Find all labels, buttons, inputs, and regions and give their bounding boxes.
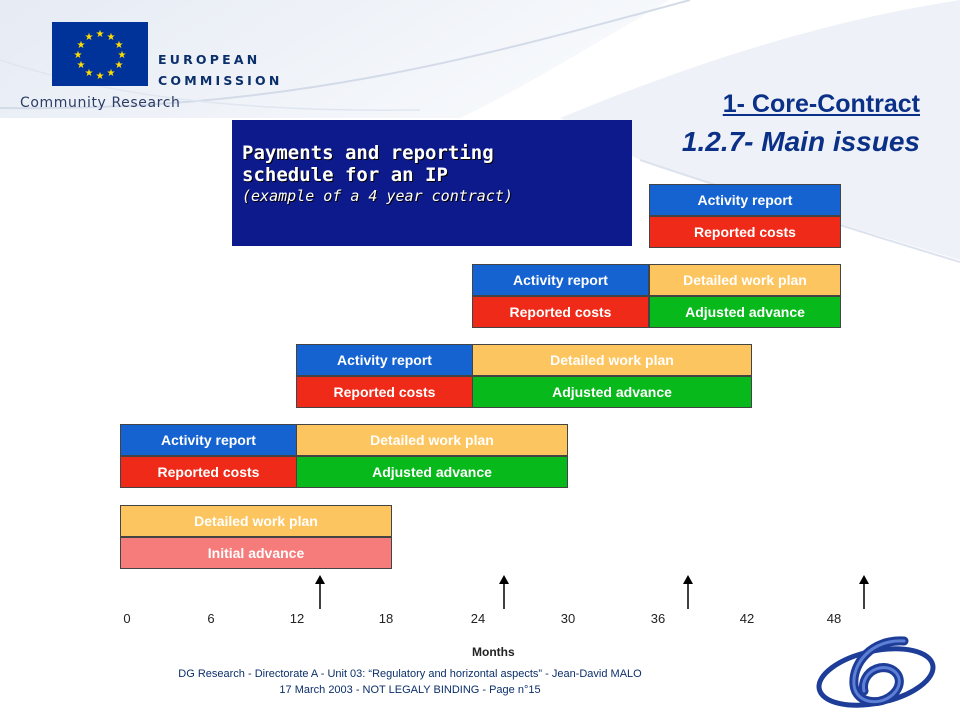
row1-reported-costs: Reported costs [649, 216, 841, 248]
axis-tick-18: 18 [378, 611, 394, 626]
row3-adjusted-advance: Adjusted advance [472, 376, 752, 408]
row3-reported-costs: Reported costs [296, 376, 473, 408]
footer-line-2: 17 March 2003 - NOT LEGALY BINDING - Page n°15 [279, 684, 541, 696]
row2-reported-costs: Reported costs [472, 296, 649, 328]
fp6-logo [812, 633, 944, 715]
heading-line-1: Payments and reporting [242, 142, 494, 164]
svg-text:★: ★ [114, 60, 124, 71]
footer-line-1: DG Research - Directorate A - Unit 03: “Regulatory and horizontal aspects” - Jean-David MALO [178, 668, 642, 680]
slide-title: 1- Core-Contract [722, 90, 920, 118]
axis-tick-0: 0 [123, 611, 131, 626]
row4-detailed-work-plan: Detailed work plan [296, 424, 568, 456]
row3-detailed-work-plan: Detailed work plan [472, 344, 752, 376]
svg-text:★: ★ [95, 71, 105, 82]
heading-line-2: schedule for an IP [242, 164, 448, 186]
row4-reported-costs: Reported costs [120, 456, 297, 488]
row1-activity-report: Activity report [649, 184, 841, 216]
program-name: Community Research [20, 95, 181, 111]
svg-text:★: ★ [95, 29, 105, 40]
heading-line-3: (example of a 4 year contract) [242, 187, 513, 205]
row5-initial-advance: Initial advance [120, 537, 392, 569]
axis-tick-36: 36 [650, 611, 666, 626]
svg-text:★: ★ [114, 40, 124, 51]
arrow-up-icon [496, 575, 512, 611]
axis-tick-30: 30 [560, 611, 576, 626]
row2-detailed-work-plan: Detailed work plan [649, 264, 841, 296]
svg-text:★: ★ [84, 32, 94, 43]
row4-activity-report: Activity report [120, 424, 297, 456]
eu-flag-logo [52, 22, 148, 86]
logo-european: EUROPEAN [158, 52, 261, 67]
arrow-up-icon [856, 575, 872, 611]
axis-tick-24: 24 [470, 611, 486, 626]
arrow-up-icon [312, 575, 328, 611]
row2-adjusted-advance: Adjusted advance [649, 296, 841, 328]
row4-adjusted-advance: Adjusted advance [296, 456, 568, 488]
slide-subtitle: 1.2.7- Main issues [681, 126, 920, 157]
row5-detailed-work-plan: Detailed work plan [120, 505, 392, 537]
axis-tick-6: 6 [207, 611, 215, 626]
row2-activity-report: Activity report [472, 264, 649, 296]
svg-text:★: ★ [106, 68, 116, 79]
axis-tick-12: 12 [289, 611, 305, 626]
svg-text:★: ★ [76, 60, 86, 71]
arrow-up-icon [680, 575, 696, 611]
axis-tick-48: 48 [826, 611, 842, 626]
logo-commission: COMMISSION [158, 73, 283, 88]
svg-text:★: ★ [76, 40, 86, 51]
svg-text:★: ★ [106, 32, 116, 43]
svg-text:★: ★ [73, 50, 83, 61]
svg-text:★: ★ [84, 68, 94, 79]
axis-title: Months [472, 645, 515, 659]
axis-tick-42: 42 [739, 611, 755, 626]
row3-activity-report: Activity report [296, 344, 473, 376]
svg-text:★: ★ [117, 50, 127, 61]
heading-panel [232, 120, 632, 246]
